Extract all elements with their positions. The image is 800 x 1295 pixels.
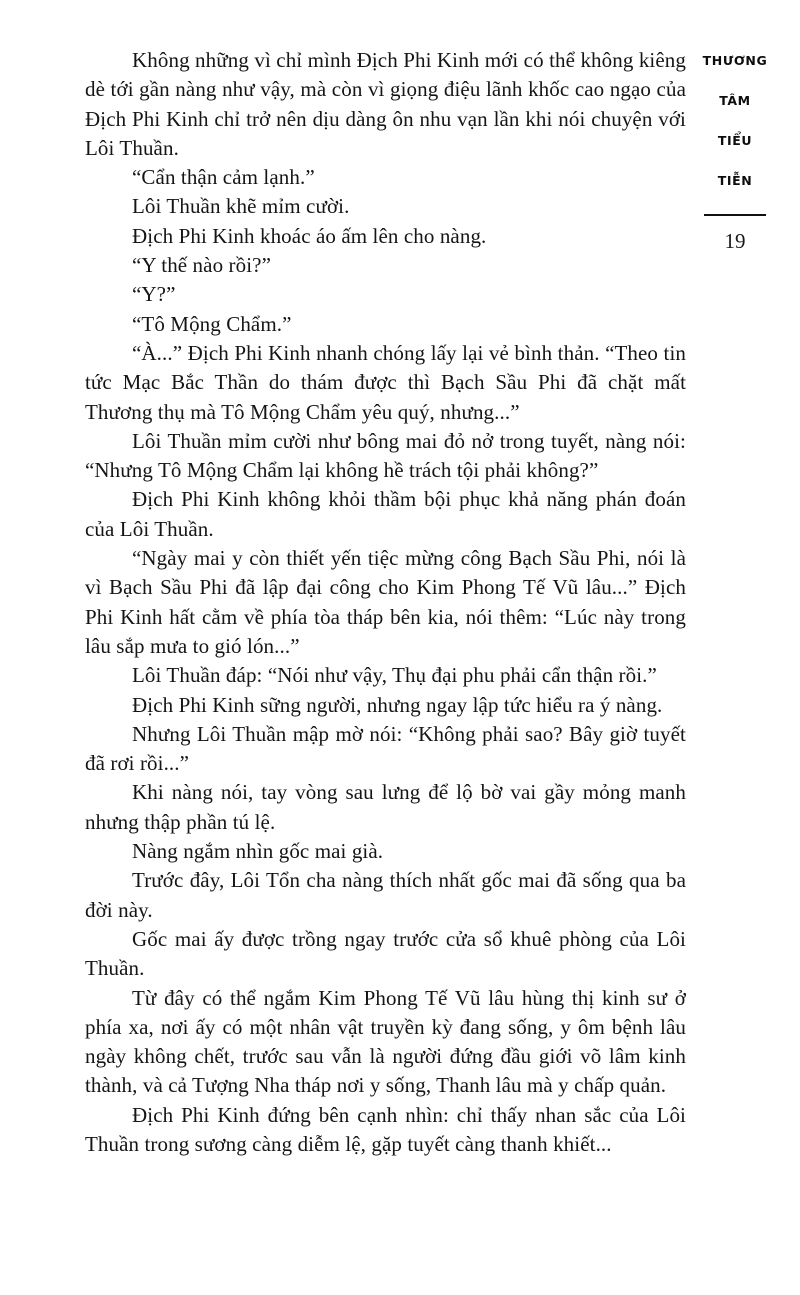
paragraph: “Tô Mộng Chẩm.”	[132, 311, 292, 336]
paragraph: Địch Phi Kinh đứng bên cạnh nhìn: chỉ thấy nhan sắc của Lôi Thuần trong sương càng diễm lệ, gặp tuyết càng thanh khiết...	[85, 1102, 686, 1156]
paragraph: Không những vì chỉ mình Địch Phi Kinh mới có thể không kiêng dè tới gần nàng như vậy, mà còn vì giọng điệu lãnh khốc cao ngạo của Địch Phi Kinh chỉ trở nên dịu dàng ôn nhu vạn lần khi nói chuyện với Lôi Thuần.	[85, 48, 686, 160]
paragraph: Nhưng Lôi Thuần mập mờ nói: “Không phải sao? Bây giờ tuyết đã rơi rồi...”	[85, 721, 686, 776]
body-text-column	[85, 46, 686, 1159]
page-number: 19	[724, 229, 746, 253]
paragraph: Lôi Thuần đáp: “Nói như vậy, Thụ đại phu phải cẩn thận rồi.”	[132, 663, 657, 688]
paragraph: Địch Phi Kinh không khỏi thầm bội phục khả năng phán đoán của Lôi Thuần.	[85, 487, 686, 541]
running-title-words	[700, 54, 770, 214]
paragraph: Địch Phi Kinh khoác áo ấm lên cho nàng.	[132, 223, 487, 248]
running-title-word: TIỄN	[717, 173, 753, 188]
paragraph: “Ngày mai y còn thiết yến tiệc mừng công Bạch Sầu Phi, nói là vì Bạch Sầu Phi đã lập đại công cho Kim Phong Tế Vũ lâu...” Địch Phi Kinh hất cằm về phía tòa tháp bên kia, nói thêm: “Lúc này trong lâu sắp mưa to gió lón...”	[85, 546, 686, 658]
paragraph: Từ đây có thể ngắm Kim Phong Tế Vũ lâu hùng thị kinh sư ở phía xa, nơi ấy có một nhân vật truyền kỳ đang sống, y ôm bệnh lâu ngày không chết, trước sau vẫn là người đứng đầu giới võ lâm kinh thành, và cả Tượng Nha tháp nơi y sống, Thanh lâu mà y chấp quản.	[85, 985, 686, 1098]
paragraph: Lôi Thuần mỉm cười như bông mai đỏ nở trong tuyết, nàng nói: “Nhưng Tô Mộng Chẩm lại không hề trách tội phải không?”	[85, 428, 686, 483]
paragraph: Lôi Thuần khẽ mỉm cười.	[132, 194, 350, 219]
paragraph: Trước đây, Lôi Tổn cha nàng thích nhất gốc mai đã sống qua ba đời này.	[85, 868, 686, 922]
paragraph: Nàng ngắm nhìn gốc mai già.	[132, 839, 384, 864]
margin-running-title	[700, 54, 770, 254]
running-title-word: TIỂU	[717, 133, 753, 148]
running-title-word: TÂM	[719, 93, 751, 108]
paragraph: “Cẩn thận cảm lạnh.”	[132, 165, 315, 190]
paragraph: Gốc mai ấy được trồng ngay trước cửa sổ khuê phòng của Lôi Thuần.	[85, 926, 686, 981]
paragraph: “Y?”	[132, 282, 176, 307]
running-title-word: THƯƠNG	[702, 53, 768, 68]
margin-divider	[704, 214, 766, 216]
paragraph: “À...” Địch Phi Kinh nhanh chóng lấy lại vẻ bình thản. “Theo tin tức Mạc Bắc Thần do thám được thì Bạch Sầu Phi đã chặt mất Thương thụ mà Tô Mộng Chẩm yêu quý, nhưng...”	[85, 340, 686, 424]
paragraph: Khi nàng nói, tay vòng sau lưng để lộ bờ vai gầy mỏng manh nhưng thập phần tú lệ.	[85, 780, 686, 834]
paragraph: “Y thế nào rồi?”	[132, 253, 272, 278]
paragraph: Địch Phi Kinh sững người, nhưng ngay lập tức hiểu ra ý nàng.	[132, 692, 663, 717]
